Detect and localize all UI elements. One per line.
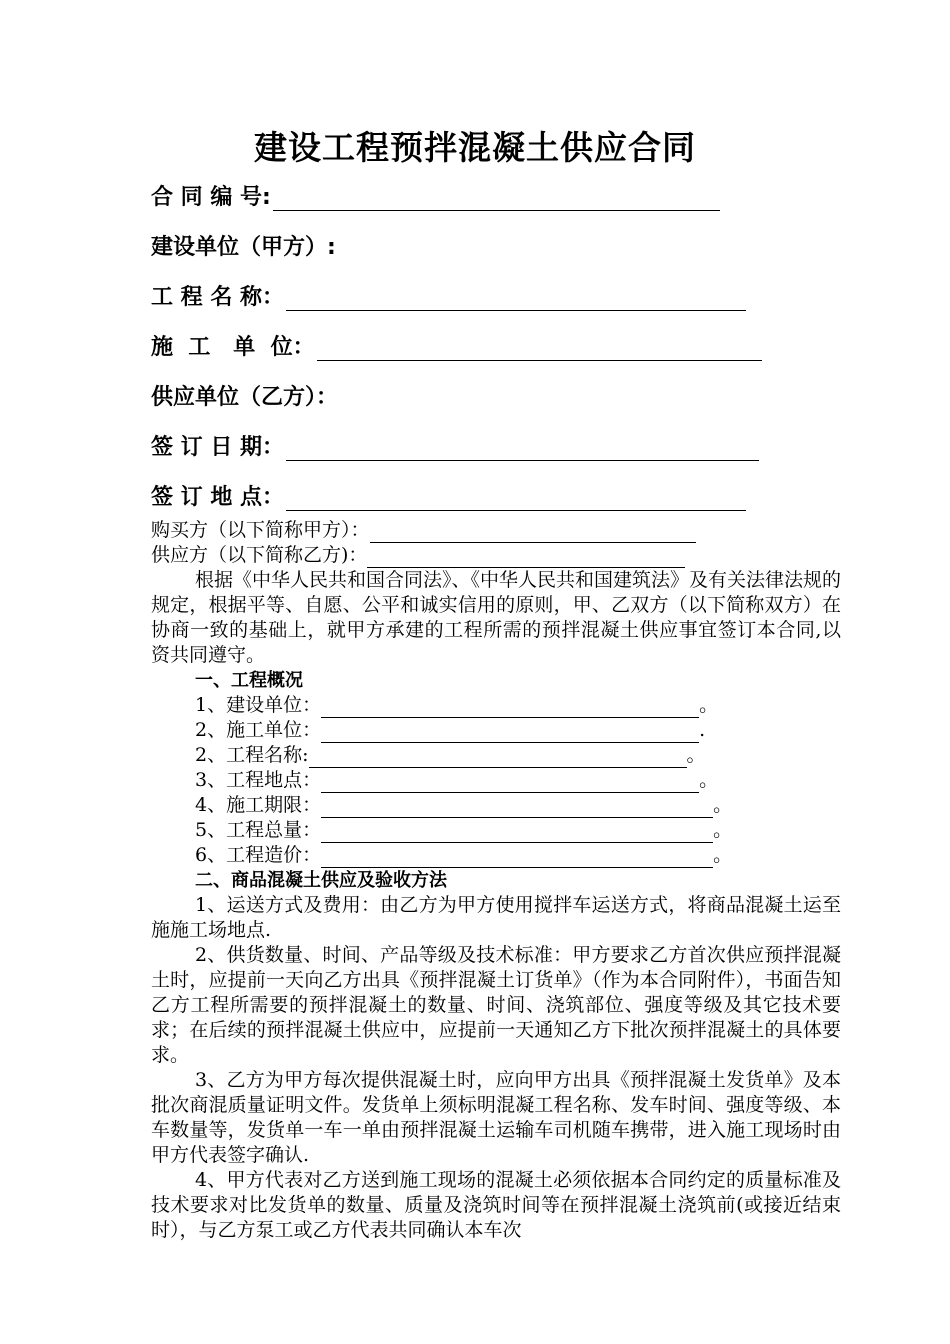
construction-unit-field <box>151 330 762 361</box>
sign-date-line <box>286 440 759 461</box>
buyer-row <box>151 518 841 543</box>
item-end: 。 <box>713 794 733 816</box>
sign-place-label: 签 订 地 点： <box>151 485 284 510</box>
document-title: 建设工程预拌混凝土供应合同 <box>254 128 696 167</box>
item-label: 5、工程总量： <box>195 819 322 841</box>
section1-item <box>151 718 841 743</box>
item-line <box>321 724 699 743</box>
intro-paragraph: 根据《中华人民共和国合同法》、《中华人民共和国建筑法》及有关法律法规的规定，根据平等、自愿、公平和诚实信用的原则，甲、乙双方（以下简称双方）在协商一致的基础上，就甲方承建的工程所需的预拌混凝土供应事宜签订本合同,以资共同遵守。 <box>151 569 842 666</box>
item-line <box>321 849 713 868</box>
section1-item <box>151 743 841 768</box>
sign-place-field <box>151 480 746 511</box>
section1-item <box>151 793 841 818</box>
sign-date-field <box>151 430 759 461</box>
item-label: 4、施工期限： <box>195 794 322 816</box>
item-end: 。 <box>686 744 706 766</box>
contract-number-label: 合 同 编 号: <box>151 185 271 210</box>
section2-heading: 二、商品混凝土供应及验收方法 <box>195 870 447 891</box>
item-end: 。 <box>713 844 733 866</box>
contract-number-line <box>273 190 720 211</box>
item-end: 。 <box>699 769 719 791</box>
item-label: 3、工程地点： <box>195 769 322 791</box>
section2-paragraph-4: 4、甲方代表对乙方送到施工现场的混凝土必须依据本合同约定的质量标准及技术要求对比发货单的数量、质量及浇筑时间等在预拌混凝土浇筑前(或接近结束时），与乙方泵工或乙方代表共同确认本车次 <box>151 1169 841 1241</box>
item-line <box>321 824 713 843</box>
buyer-label: 购买方（以下简称甲方）： <box>151 519 370 541</box>
section2-paragraph-1: 1、运送方式及费用：由乙方为甲方使用搅拌车运送方式，将商品混凝土运至施施工场地点. <box>151 894 841 941</box>
item-line <box>321 799 713 818</box>
supplier-row <box>151 543 841 568</box>
supplier-unit-label: 供应单位（乙方）： <box>151 385 339 410</box>
item-label: 1、建设单位： <box>195 694 322 716</box>
project-name-label: 工 程 名 称： <box>151 285 284 310</box>
buyer-line <box>370 524 696 543</box>
sign-date-label: 签 订 日 期： <box>151 435 284 460</box>
contract-number-field <box>151 180 720 211</box>
section2-paragraph-2: 2、供货数量、时间、产品等级及技术标准：甲方要求乙方首次供应预拌混凝土时，应提前一天向乙方出具《预拌混凝土订货单》（作为本合同附件），书面告知乙方工程所需要的预拌混凝土的数量、时间、浇筑部位、强度等级及其它技术要求；在后续的预拌混凝土供应中，应提前一天通知乙方下批次预拌混凝土的具体要求。 <box>151 944 841 1066</box>
item-end: . <box>699 719 706 741</box>
section1-item <box>151 843 841 868</box>
item-label: 6、工程造价： <box>195 844 322 866</box>
project-name-line <box>286 290 746 311</box>
owner-field <box>151 230 336 261</box>
item-label: 2、施工单位： <box>195 719 322 741</box>
item-line <box>321 699 699 718</box>
owner-label: 建设单位（甲方）: <box>151 235 336 260</box>
item-label: 2、工程名称: <box>195 744 309 766</box>
item-line <box>321 774 699 793</box>
supplier-line <box>367 549 685 568</box>
project-name-field <box>151 280 746 311</box>
item-line <box>309 749 687 768</box>
construction-unit-label: 施 工 单 位： <box>151 335 315 360</box>
section1-heading: 一、工程概况 <box>195 670 303 691</box>
section1-item <box>151 768 841 793</box>
section2-paragraph-3: 3、乙方为甲方每次提供混凝土时，应向甲方出具《预拌混凝土发货单》及本批次商混质量证明文件。发货单上须标明混凝工程名称、发车时间、强度等级、本车数量等，发货单一车一单由预拌混凝土运输车司机随车携带，进入施工现场时由甲方代表签字确认. <box>151 1069 841 1166</box>
item-end: 。 <box>713 819 733 841</box>
sign-place-line <box>286 490 746 511</box>
construction-unit-line <box>317 340 762 361</box>
section1-item <box>151 693 841 718</box>
supplier-unit-field <box>151 380 338 411</box>
supplier-label: 供应方（以下简称乙方)： <box>151 544 368 566</box>
item-end: 。 <box>699 694 719 716</box>
contract-body <box>151 518 841 1243</box>
section1-item <box>151 818 841 843</box>
